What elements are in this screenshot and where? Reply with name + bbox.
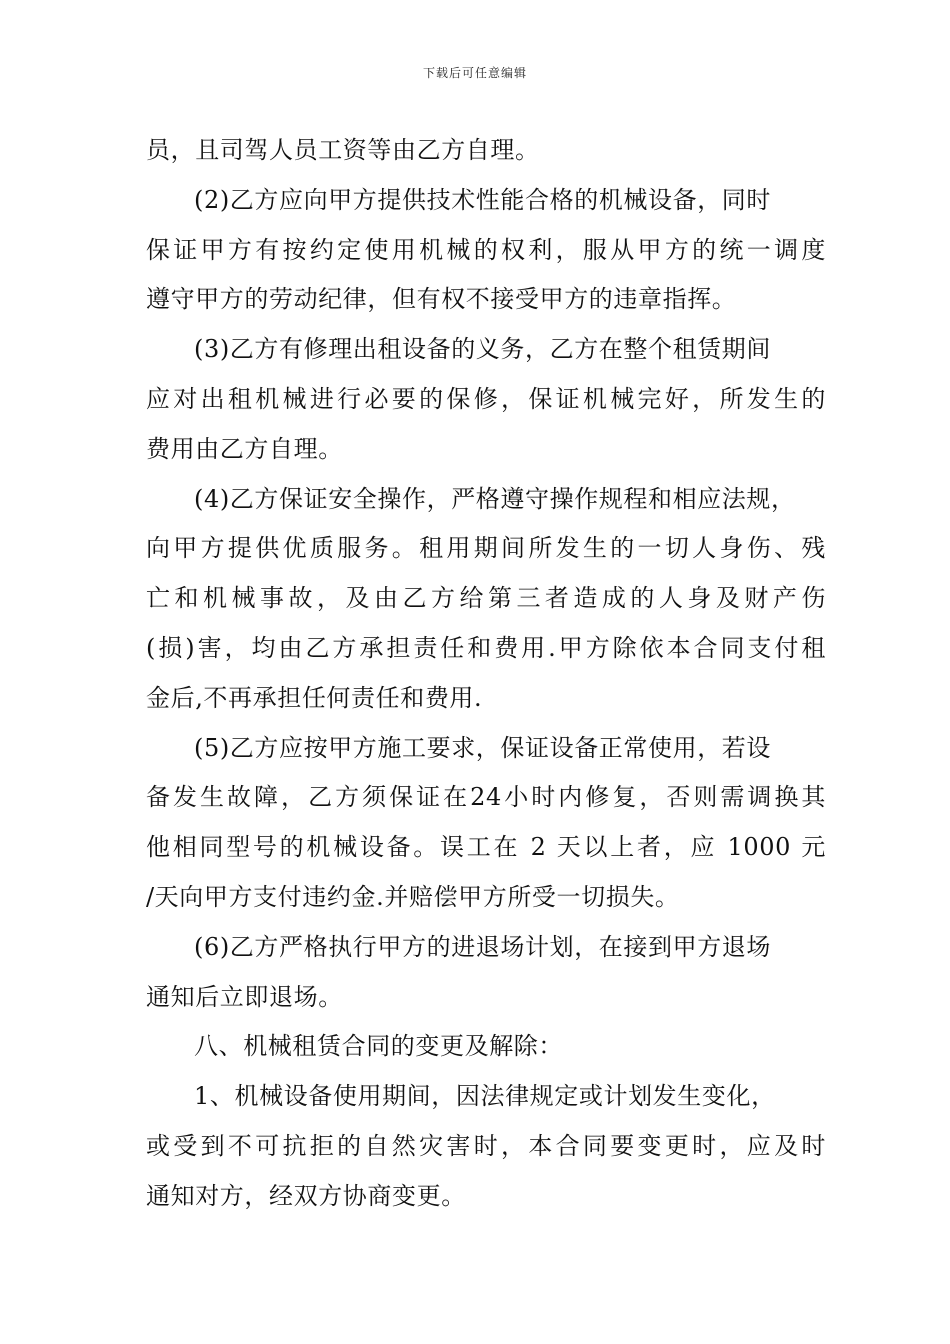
paragraph-line: 或受到不可抗拒的自然灾害时，本合同要变更时，应及时	[146, 1131, 826, 1160]
document-body	[146, 126, 826, 1222]
paragraph-line: /天向甲方支付违约金.并赔偿甲方所受一切损失。	[146, 882, 680, 911]
paragraph-line: (6)乙方严格执行甲方的进退场计划，在接到甲方退场	[194, 932, 771, 961]
paragraph-line: 1、机械设备使用期间，因法律规定或计划发生变化，	[194, 1082, 776, 1111]
paragraph-line: 备发生故障，乙方须保证在24小时内修复，否则需调换其	[146, 783, 826, 812]
paragraph-line: 向甲方提供优质服务。租用期间所发生的一切人身伤、残	[146, 534, 826, 563]
page-header: 下载后可任意编辑	[422, 66, 527, 80]
paragraph-line: (5)乙方应按甲方施工要求，保证设备正常使用，若设	[194, 733, 771, 762]
paragraph-line: 亡和机械事故，及由乙方给第三者造成的人身及财产伤	[146, 584, 826, 613]
paragraph-line: (损)害，均由乙方承担责任和费用.甲方除依本合同支付租	[146, 633, 826, 662]
section-heading: 八、机械租赁合同的变更及解除：	[194, 1032, 563, 1061]
paragraph-line: 遵守甲方的劳动纪律，但有权不接受甲方的违章指挥。	[146, 285, 737, 314]
paragraph-line: 费用由乙方自理。	[146, 434, 343, 463]
paragraph-line: 通知后立即退场。	[146, 982, 343, 1011]
paragraph-line: (4)乙方保证安全操作，严格遵守操作规程和相应法规，	[194, 484, 796, 513]
paragraph-line: 他相同型号的机械设备。误工在 2 天以上者，应 1000 元	[146, 833, 826, 862]
paragraph-line: 员，且司驾人员工资等由乙方自理。	[146, 136, 540, 164]
paragraph-line: 应对出租机械进行必要的保修，保证机械完好，所发生的	[146, 384, 826, 413]
paragraph-line: 金后,不再承担任何责任和费用.	[146, 683, 483, 712]
paragraph-line: 保证甲方有按约定使用机械的权利，服从甲方的统一调度	[146, 235, 826, 264]
paragraph-line: 通知对方，经双方协商变更。	[146, 1181, 466, 1210]
paragraph-line: (2)乙方应向甲方提供技术性能合格的机械设备，同时	[194, 185, 771, 214]
paragraph-line: (3)乙方有修理出租设备的义务，乙方在整个租赁期间	[194, 335, 771, 364]
